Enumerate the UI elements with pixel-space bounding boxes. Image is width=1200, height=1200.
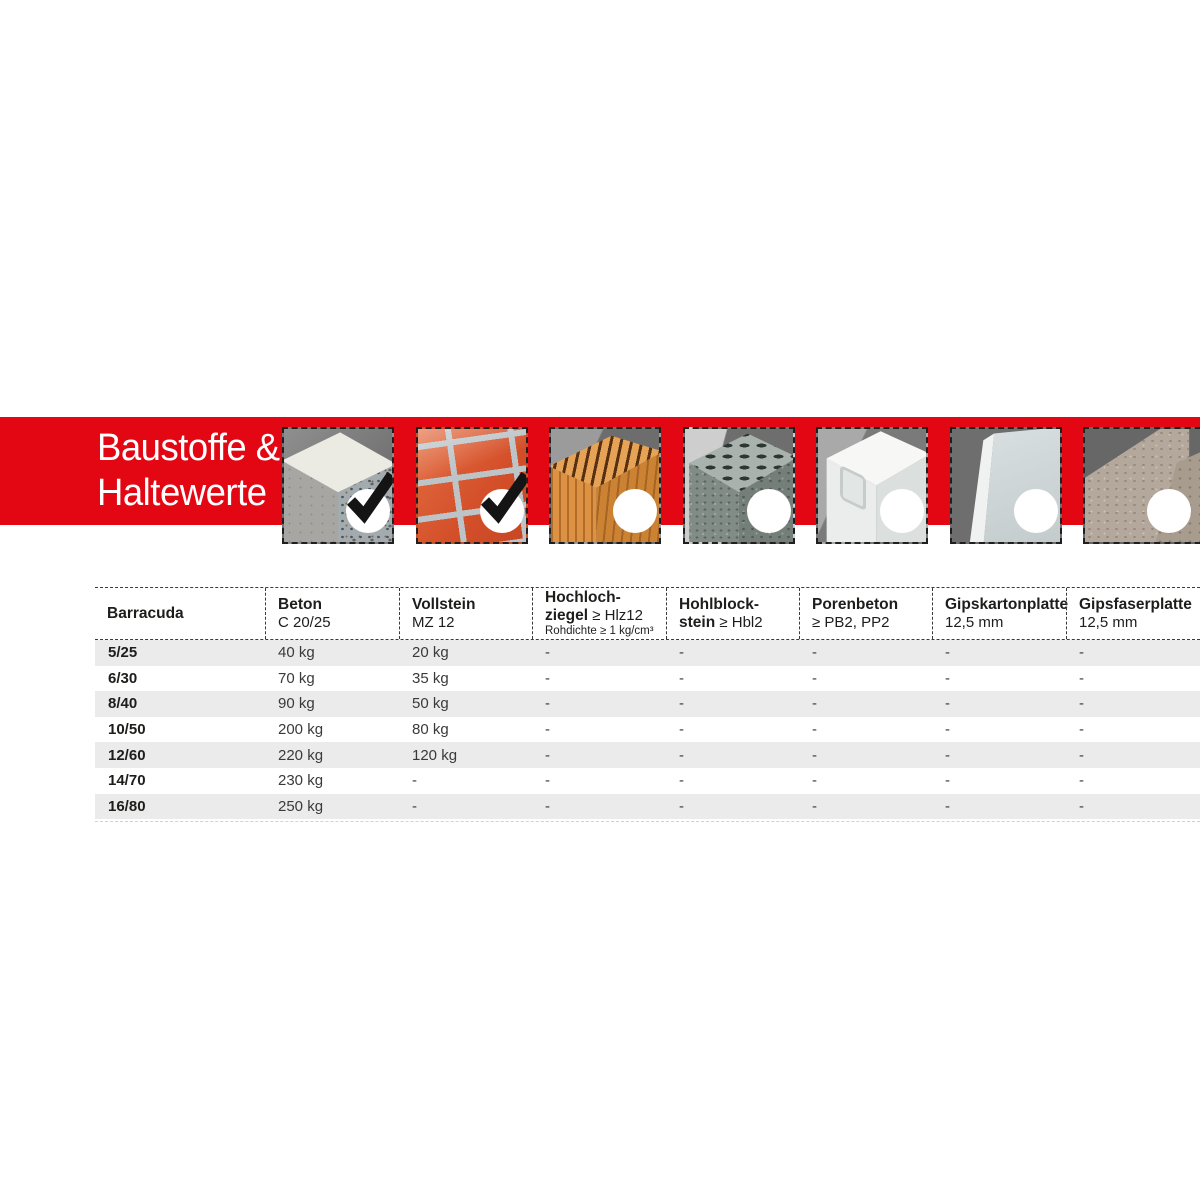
suitability-circle xyxy=(747,489,791,533)
banner-title-line1: Baustoffe & xyxy=(97,427,280,469)
table-body xyxy=(95,640,1200,822)
suitability-circle xyxy=(1014,489,1058,533)
table-cell: 20 kg xyxy=(412,644,449,662)
table-cell: - xyxy=(679,721,684,739)
table-cell: - xyxy=(812,772,817,790)
table-cell: 90 kg xyxy=(278,695,315,713)
table-cell: 250 kg xyxy=(278,797,324,815)
holding-values-table xyxy=(95,587,1200,822)
table-cell: - xyxy=(679,644,684,662)
table-cell: - xyxy=(545,721,550,739)
column-header: Porenbeton ≥ PB2, PP2 xyxy=(799,588,932,639)
table-cell: - xyxy=(679,797,684,815)
table-cell: - xyxy=(412,772,417,790)
table-row xyxy=(95,768,1200,794)
table-cell: - xyxy=(1079,644,1084,662)
row-label: 16/80 xyxy=(108,797,146,815)
table-cell: - xyxy=(945,695,950,713)
row-label: 14/70 xyxy=(108,772,146,790)
table-cell: - xyxy=(812,695,817,713)
table-cell: 230 kg xyxy=(278,772,324,790)
table-cell: - xyxy=(545,669,550,687)
table-cell: - xyxy=(545,797,550,815)
table-cell: - xyxy=(679,695,684,713)
table-cell: - xyxy=(545,772,550,790)
row-label: 5/25 xyxy=(108,644,138,662)
solid-brick-tile xyxy=(416,427,528,544)
table-cell: - xyxy=(812,721,817,739)
table-cell: - xyxy=(812,797,817,815)
table-cell: - xyxy=(1079,772,1084,790)
hollow-block-tile xyxy=(683,427,795,544)
concrete-tile xyxy=(282,427,394,544)
table-cell: - xyxy=(1079,746,1084,764)
suitability-circle xyxy=(1147,489,1191,533)
row-label: 12/60 xyxy=(108,746,146,764)
table-cell: - xyxy=(945,644,950,662)
table-row xyxy=(95,666,1200,692)
column-header: Vollstein MZ 12 xyxy=(399,588,532,639)
plasterboard-tile xyxy=(950,427,1062,544)
table-cell: - xyxy=(812,644,817,662)
suitability-circle xyxy=(880,489,924,533)
table-cell: - xyxy=(545,746,550,764)
column-header: Gipskartonplatte 12,5 mm xyxy=(932,588,1066,639)
table-cell: - xyxy=(945,746,950,764)
table-cell: - xyxy=(679,669,684,687)
gypsum-fibreboard-tile xyxy=(1083,427,1200,544)
table-cell: - xyxy=(945,797,950,815)
table-cell: - xyxy=(1079,721,1084,739)
table-cell: - xyxy=(945,772,950,790)
column-header: Hochloch- ziegel ≥ Hlz12 Rohdichte ≥ 1 kg/cm³ xyxy=(532,588,666,639)
table-cell: 200 kg xyxy=(278,721,324,739)
table-row xyxy=(95,717,1200,743)
table-cell: - xyxy=(945,669,950,687)
table-cell: - xyxy=(1079,669,1084,687)
row-label: 8/40 xyxy=(108,695,138,713)
table-row xyxy=(95,640,1200,666)
table-header-row xyxy=(95,587,1200,640)
row-label: 6/30 xyxy=(108,669,138,687)
column-header: Hohlblock- stein ≥ Hbl2 xyxy=(666,588,799,639)
table-cell: 40 kg xyxy=(278,644,315,662)
table-row xyxy=(95,794,1200,820)
perforated-brick-tile xyxy=(549,427,661,544)
table-cell: 50 kg xyxy=(412,695,449,713)
table-cell: - xyxy=(812,746,817,764)
table-cell: - xyxy=(812,669,817,687)
table-cell: - xyxy=(679,772,684,790)
suitability-circle xyxy=(613,489,657,533)
table-cell: 70 kg xyxy=(278,669,315,687)
row-label: 10/50 xyxy=(108,721,146,739)
column-header: Gipsfaserplatte 12,5 mm xyxy=(1066,588,1200,639)
table-cell: 120 kg xyxy=(412,746,458,764)
banner-title-line2: Haltewerte xyxy=(97,472,267,514)
checkmark-icon xyxy=(336,463,394,533)
aerated-concrete-tile xyxy=(816,427,928,544)
table-cell: 220 kg xyxy=(278,746,324,764)
table-cell: 35 kg xyxy=(412,669,449,687)
table-cell: - xyxy=(545,695,550,713)
column-header: Beton C 20/25 xyxy=(265,588,399,639)
column-header: Barracuda xyxy=(107,604,184,622)
table-cell: - xyxy=(945,721,950,739)
table-row xyxy=(95,691,1200,717)
table-cell: - xyxy=(679,746,684,764)
table-cell: 80 kg xyxy=(412,721,449,739)
table-cell: - xyxy=(545,644,550,662)
checkmark-icon xyxy=(470,463,528,533)
table-cell: - xyxy=(412,797,417,815)
table-row xyxy=(95,742,1200,768)
table-cell: - xyxy=(1079,695,1084,713)
table-cell: - xyxy=(1079,797,1084,815)
